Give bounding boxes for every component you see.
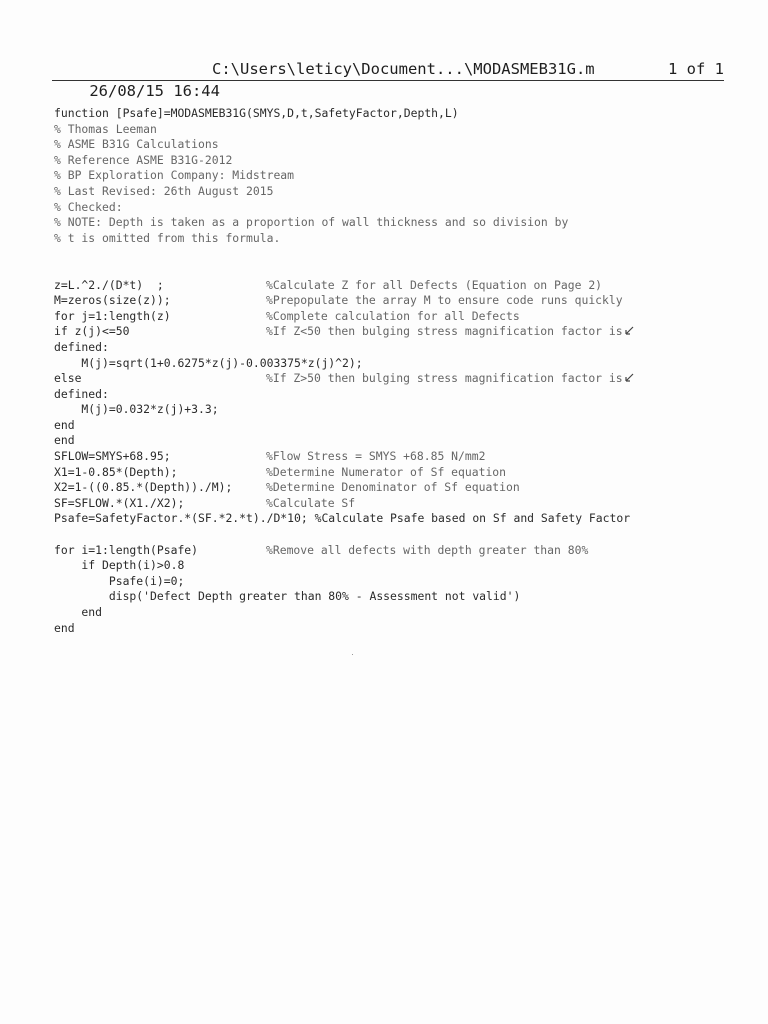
code-line: M(j)=0.032*z(j)+3.3; bbox=[54, 402, 219, 417]
code-line bbox=[54, 309, 744, 325]
code-text: for j=1:length(z) bbox=[54, 308, 171, 323]
inline-comment: %Calculate Z for all Defects (Equation on Page 2) bbox=[266, 277, 603, 292]
code-listing bbox=[54, 106, 744, 636]
code-text: z=L.^2./(D*t) ; bbox=[54, 277, 164, 292]
comment-line: % Last Revised: 26th August 2015 bbox=[54, 183, 274, 198]
code-line: M(j)=sqrt(1+0.6275*z(j)-0.003375*z(j)^2); bbox=[54, 355, 363, 370]
code-line: end bbox=[54, 417, 75, 432]
blank-line bbox=[54, 527, 744, 543]
page-number: 1 of 1 bbox=[668, 60, 724, 78]
inline-comment bbox=[266, 324, 634, 340]
code-line bbox=[54, 480, 744, 496]
comment-line: % NOTE: Depth is taken as a proportion of wall thickness and so division by bbox=[54, 215, 569, 230]
code-line bbox=[54, 465, 744, 481]
code-line: end bbox=[54, 433, 75, 448]
inline-comment: %Flow Stress = SMYS +68.85 N/mm2 bbox=[266, 449, 486, 464]
code-text: X1=1-0.85*(Depth); bbox=[54, 464, 178, 479]
comment-line: % Checked: bbox=[54, 199, 123, 214]
code-text: SF=SFLOW.*(X1./X2); bbox=[54, 495, 185, 510]
code-line: end bbox=[54, 605, 103, 619]
code-text: else bbox=[54, 371, 82, 386]
code-line bbox=[54, 449, 744, 465]
inline-comment: %Calculate Sf bbox=[266, 495, 356, 510]
inline-comment-text: %If Z>50 then bulging stress magnification factor is bbox=[266, 371, 623, 386]
comment-line: % Thomas Leeman bbox=[54, 121, 157, 136]
comment-line: % BP Exploration Company: Midstream bbox=[54, 168, 295, 183]
code-line bbox=[54, 293, 744, 309]
code-line: defined: bbox=[54, 386, 109, 401]
code-line: end bbox=[54, 620, 75, 635]
inline-comment: %Complete calculation for all Defects bbox=[266, 308, 520, 323]
code-text: M=zeros(size(z)); bbox=[54, 293, 171, 308]
line-wrap-arrow-icon bbox=[624, 373, 634, 383]
code-line: defined: bbox=[54, 339, 109, 354]
code-line: Psafe=SafetyFactor.*(SF.*2.*t)./D*10; %Calculate Psafe based on Sf and Safety Factor bbox=[54, 511, 631, 526]
inline-comment bbox=[266, 371, 634, 387]
inline-comment: %Determine Denominator of Sf equation bbox=[266, 480, 520, 495]
file-path: C:\Users\leticy\Document...\MODASMEB31G.m bbox=[212, 60, 595, 78]
comment-line: % ASME B31G Calculations bbox=[54, 137, 219, 152]
code-line bbox=[54, 371, 744, 387]
inline-comment: %Prepopulate the array M to ensure code runs quickly bbox=[266, 293, 623, 308]
line-wrap-arrow-icon bbox=[624, 326, 634, 336]
code-line: if Depth(i)>0.8 bbox=[54, 558, 185, 573]
scan-speck bbox=[352, 654, 353, 655]
code-text: for i=1:length(Psafe) bbox=[54, 542, 199, 557]
print-header bbox=[52, 58, 724, 100]
code-text: SFLOW=SMYS+68.95; bbox=[54, 449, 171, 464]
code-line bbox=[54, 324, 744, 340]
code-text: if z(j)<=50 bbox=[54, 324, 130, 339]
blank-line bbox=[54, 246, 744, 262]
comment-line: % t is omitted from this formula. bbox=[54, 230, 281, 245]
code-line bbox=[54, 496, 744, 512]
code-line: disp('Defect Depth greater than 80% - Assessment not valid') bbox=[54, 589, 521, 604]
code-line: Psafe(i)=0; bbox=[54, 573, 185, 588]
code-line bbox=[54, 278, 744, 294]
code-line: function [Psafe]=MODASMEB31G(SMYS,D,t,SafetyFactor,Depth,L) bbox=[54, 106, 459, 120]
blank-line bbox=[54, 262, 744, 278]
comment-line: % Reference ASME B31G-2012 bbox=[54, 152, 233, 167]
print-datetime: 26/08/15 16:44 bbox=[89, 82, 220, 100]
inline-comment: %Determine Numerator of Sf equation bbox=[266, 464, 507, 479]
code-text: X2=1-((0.85.*(Depth))./M); bbox=[54, 480, 233, 495]
inline-comment-text: %If Z<50 then bulging stress magnification factor is bbox=[266, 324, 623, 339]
code-line bbox=[54, 543, 744, 559]
inline-comment: %Remove all defects with depth greater than 80% bbox=[266, 542, 589, 557]
